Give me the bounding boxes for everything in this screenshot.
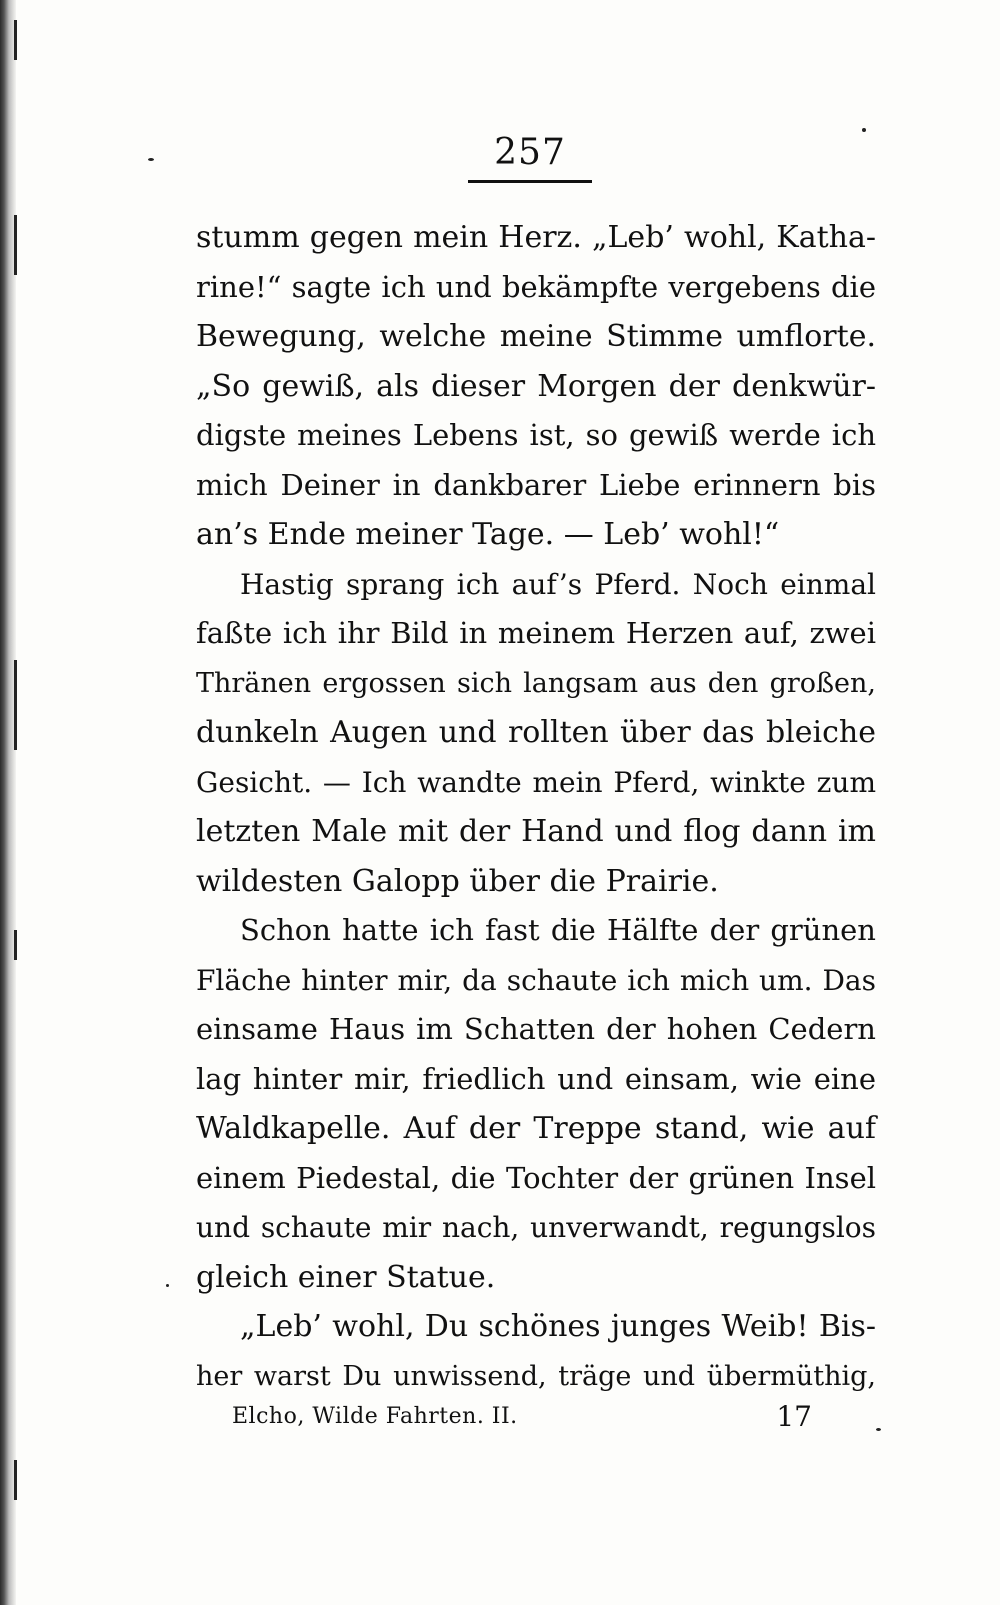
text-line: Waldkapelle. Auf der Treppe stand, wie auf bbox=[196, 1111, 876, 1146]
text-line: einem Piedestal, die Tochter der grünen Insel bbox=[196, 1160, 876, 1195]
header-rule bbox=[468, 180, 592, 183]
text-line: einsame Haus im Schatten der hohen Cedern bbox=[196, 1012, 876, 1046]
page-number: 257 bbox=[494, 132, 566, 173]
text-line: Schon hatte ich fast die Hälfte der grünen bbox=[240, 913, 876, 947]
text-line: Thränen ergossen sich langsam aus den großen, bbox=[196, 667, 876, 699]
ink-speck bbox=[876, 1428, 881, 1431]
binding-mark bbox=[14, 1460, 17, 1500]
text-line: Gesicht. — Ich wandte mein Pferd, winkte zum bbox=[196, 765, 876, 799]
text-line: Fläche hinter mir, da schaute ich mich um. Das bbox=[196, 963, 876, 997]
binding-mark bbox=[14, 660, 17, 750]
binding-mark bbox=[14, 20, 17, 60]
binding-mark bbox=[14, 930, 17, 960]
text-line: wildesten Galopp über die Prairie. bbox=[196, 863, 719, 899]
text-line: lag hinter mir, friedlich und einsam, wie eine bbox=[196, 1061, 876, 1096]
text-line: rine!“ sagte ich und bekämpfte vergebens die bbox=[196, 269, 876, 304]
text-line: und schaute mir nach, unverwandt, regungslos bbox=[196, 1211, 876, 1244]
text-line: mich Deiner in dankbarer Liebe erinnern bis bbox=[196, 467, 876, 502]
ink-speck bbox=[166, 1284, 169, 1287]
ink-speck bbox=[862, 128, 866, 132]
footer-signature: Elcho, Wilde Fahrten. II. bbox=[232, 1404, 518, 1429]
text-line: an’s Ende meiner Tage. — Leb’ wohl!“ bbox=[196, 517, 780, 552]
text-line: Hastig sprang ich auf’s Pferd. Noch einmal bbox=[240, 567, 876, 601]
footer-sheet-number: 17 bbox=[776, 1400, 812, 1433]
body-text bbox=[196, 213, 876, 1401]
text-line: stumm gegen mein Herz. „Leb’ wohl, Katha- bbox=[196, 220, 876, 255]
text-line: Bewegung, welche meine Stimme umflorte. bbox=[196, 319, 876, 354]
text-line: „Leb’ wohl, Du schönes junges Weib! Bis- bbox=[240, 1309, 876, 1344]
ink-speck bbox=[148, 158, 154, 161]
text-line: gleich einer Statue. bbox=[196, 1259, 496, 1295]
text-line: letzten Male mit der Hand und flog dann im bbox=[196, 814, 876, 849]
binding-mark bbox=[14, 215, 17, 275]
text-line: „So gewiß, als dieser Morgen der denkwür- bbox=[196, 368, 876, 404]
text-line: dunkeln Augen und rollten über das bleiche bbox=[196, 715, 876, 750]
text-line: faßte ich ihr Bild in meinem Herzen auf, zwei bbox=[196, 616, 876, 650]
text-line: her warst Du unwissend, träge und übermüthig, bbox=[196, 1360, 876, 1392]
text-line: digste meines Lebens ist, so gewiß werde ich bbox=[196, 418, 876, 452]
page-footer bbox=[232, 1397, 812, 1437]
